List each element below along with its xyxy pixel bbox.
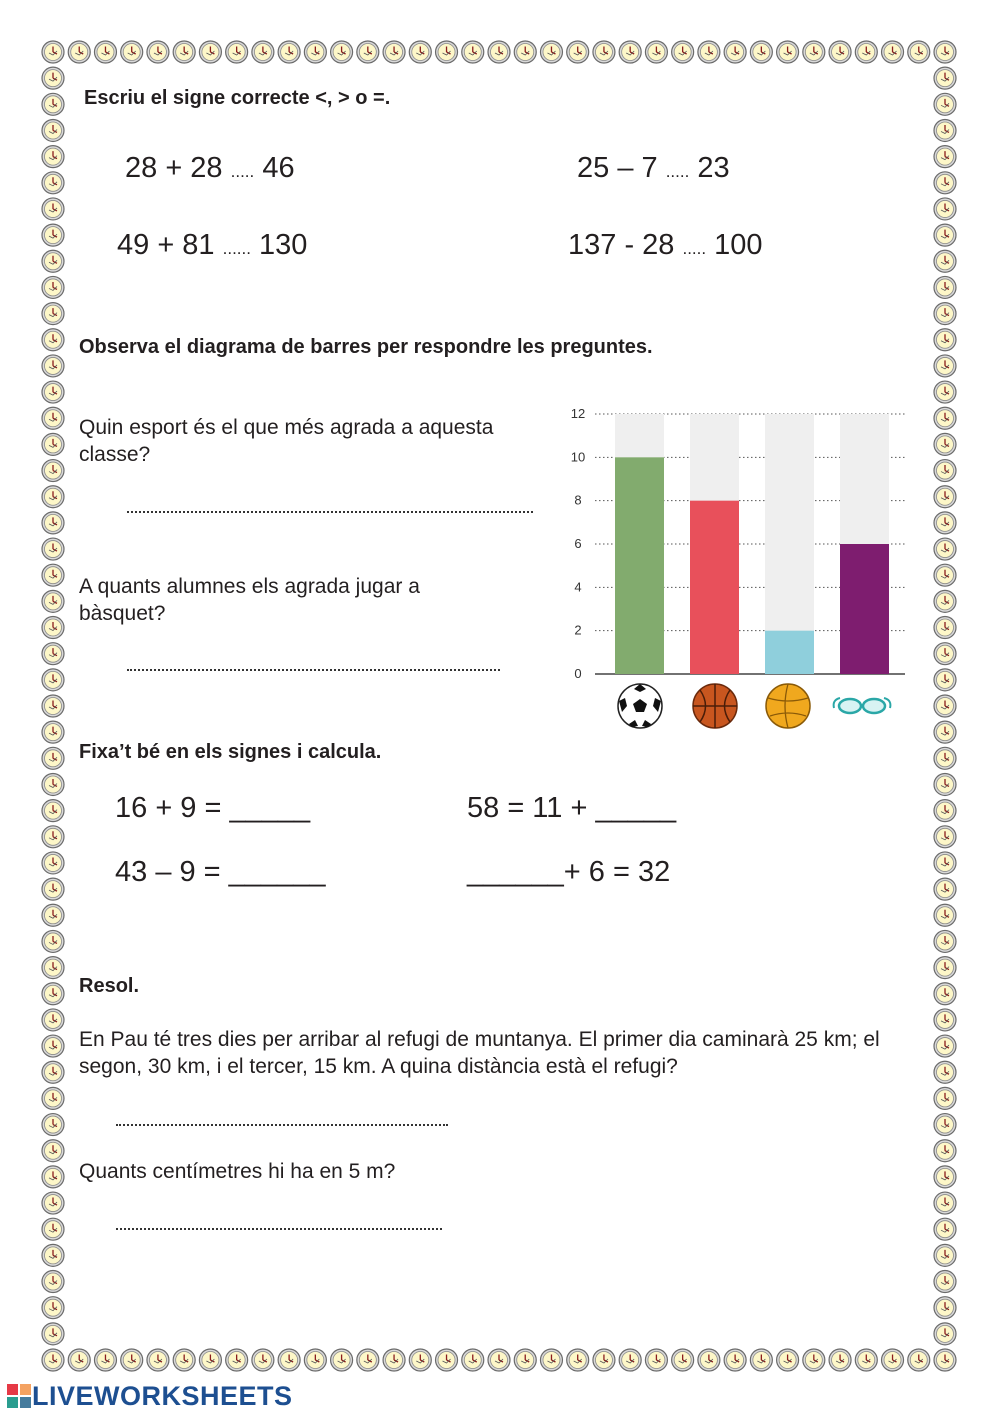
calc-item-4[interactable]: ______+ 6 = 32 [467, 856, 671, 888]
football-icon [618, 684, 662, 728]
question-basketball: A quants alumnes els agrada jugar a bàsquet? [79, 575, 420, 625]
answer-line-1[interactable] [127, 511, 533, 513]
compare-left: 137 - 28 [568, 229, 675, 261]
calc-item-1[interactable]: 16 + 9 = _____ [115, 792, 311, 824]
problem-refuge-distance: En Pau té tres dies per arribar al refugi de muntanya. El primer dia caminarà 25 km; el segon, 30 km, i el tercer, 15 km. A quina distància està el refugi? [79, 1028, 880, 1078]
y-tick-label: 12 [570, 406, 586, 421]
bar-basketball [690, 501, 739, 674]
compare-left: 49 + 81 [117, 229, 215, 261]
liveworksheets-brand: LIVEWORKSHEETS [32, 1380, 293, 1411]
section3-title: Fixa’t bé en els signes i calcula. [79, 741, 382, 763]
compare-item-1 [125, 152, 295, 185]
section4-title: Resol. [79, 975, 140, 997]
compare-blank[interactable]: ..... [230, 162, 255, 181]
compare-item-2 [577, 152, 730, 185]
compare-left: 25 – 7 [577, 152, 658, 184]
compare-item-4 [568, 229, 763, 262]
sports-bar-chart [560, 400, 920, 740]
basketball-icon [693, 684, 737, 728]
question-favorite-sport: Quin esport és el que més agrada a aquesta classe? [79, 416, 494, 466]
volleyball-icon [766, 684, 810, 728]
liveworksheets-logo-icon [6, 1383, 32, 1409]
compare-blank[interactable]: ...... [222, 239, 251, 258]
compare-right: 130 [259, 229, 308, 261]
section2-title: Observa el diagrama de barres per respondre les preguntes. [79, 336, 653, 358]
compare-right: 100 [714, 229, 763, 261]
y-tick-label: 2 [574, 622, 582, 638]
answer-line-4[interactable] [116, 1228, 442, 1230]
y-tick-label: 10 [570, 449, 586, 465]
y-tick-label: 4 [574, 579, 582, 595]
compare-item-3 [117, 229, 307, 262]
compare-blank[interactable]: ..... [665, 162, 690, 181]
bar-football [615, 457, 664, 674]
answer-line-3[interactable] [116, 1124, 448, 1126]
compare-right: 23 [697, 152, 730, 184]
calc-item-3[interactable]: 43 – 9 = ______ [115, 856, 326, 888]
y-tick-label: 0 [574, 666, 582, 681]
y-tick-label: 8 [574, 492, 582, 508]
bar-swimming-goggles [840, 544, 889, 674]
y-tick-label: 6 [574, 536, 582, 551]
section1-title: Escriu el signe correcte <, > o =. [84, 87, 391, 109]
compare-blank[interactable]: ..... [682, 239, 707, 258]
swimming-goggles-icon [834, 698, 891, 713]
answer-line-2[interactable] [127, 669, 500, 671]
compare-right: 46 [262, 152, 295, 184]
problem-centimeters: Quants centímetres hi ha en 5 m? [79, 1160, 396, 1183]
calc-item-2[interactable]: 58 = 11 + _____ [467, 792, 677, 824]
compare-left: 28 + 28 [125, 152, 223, 184]
liveworksheets-logo [6, 1381, 293, 1411]
bar-volleyball [765, 631, 814, 674]
